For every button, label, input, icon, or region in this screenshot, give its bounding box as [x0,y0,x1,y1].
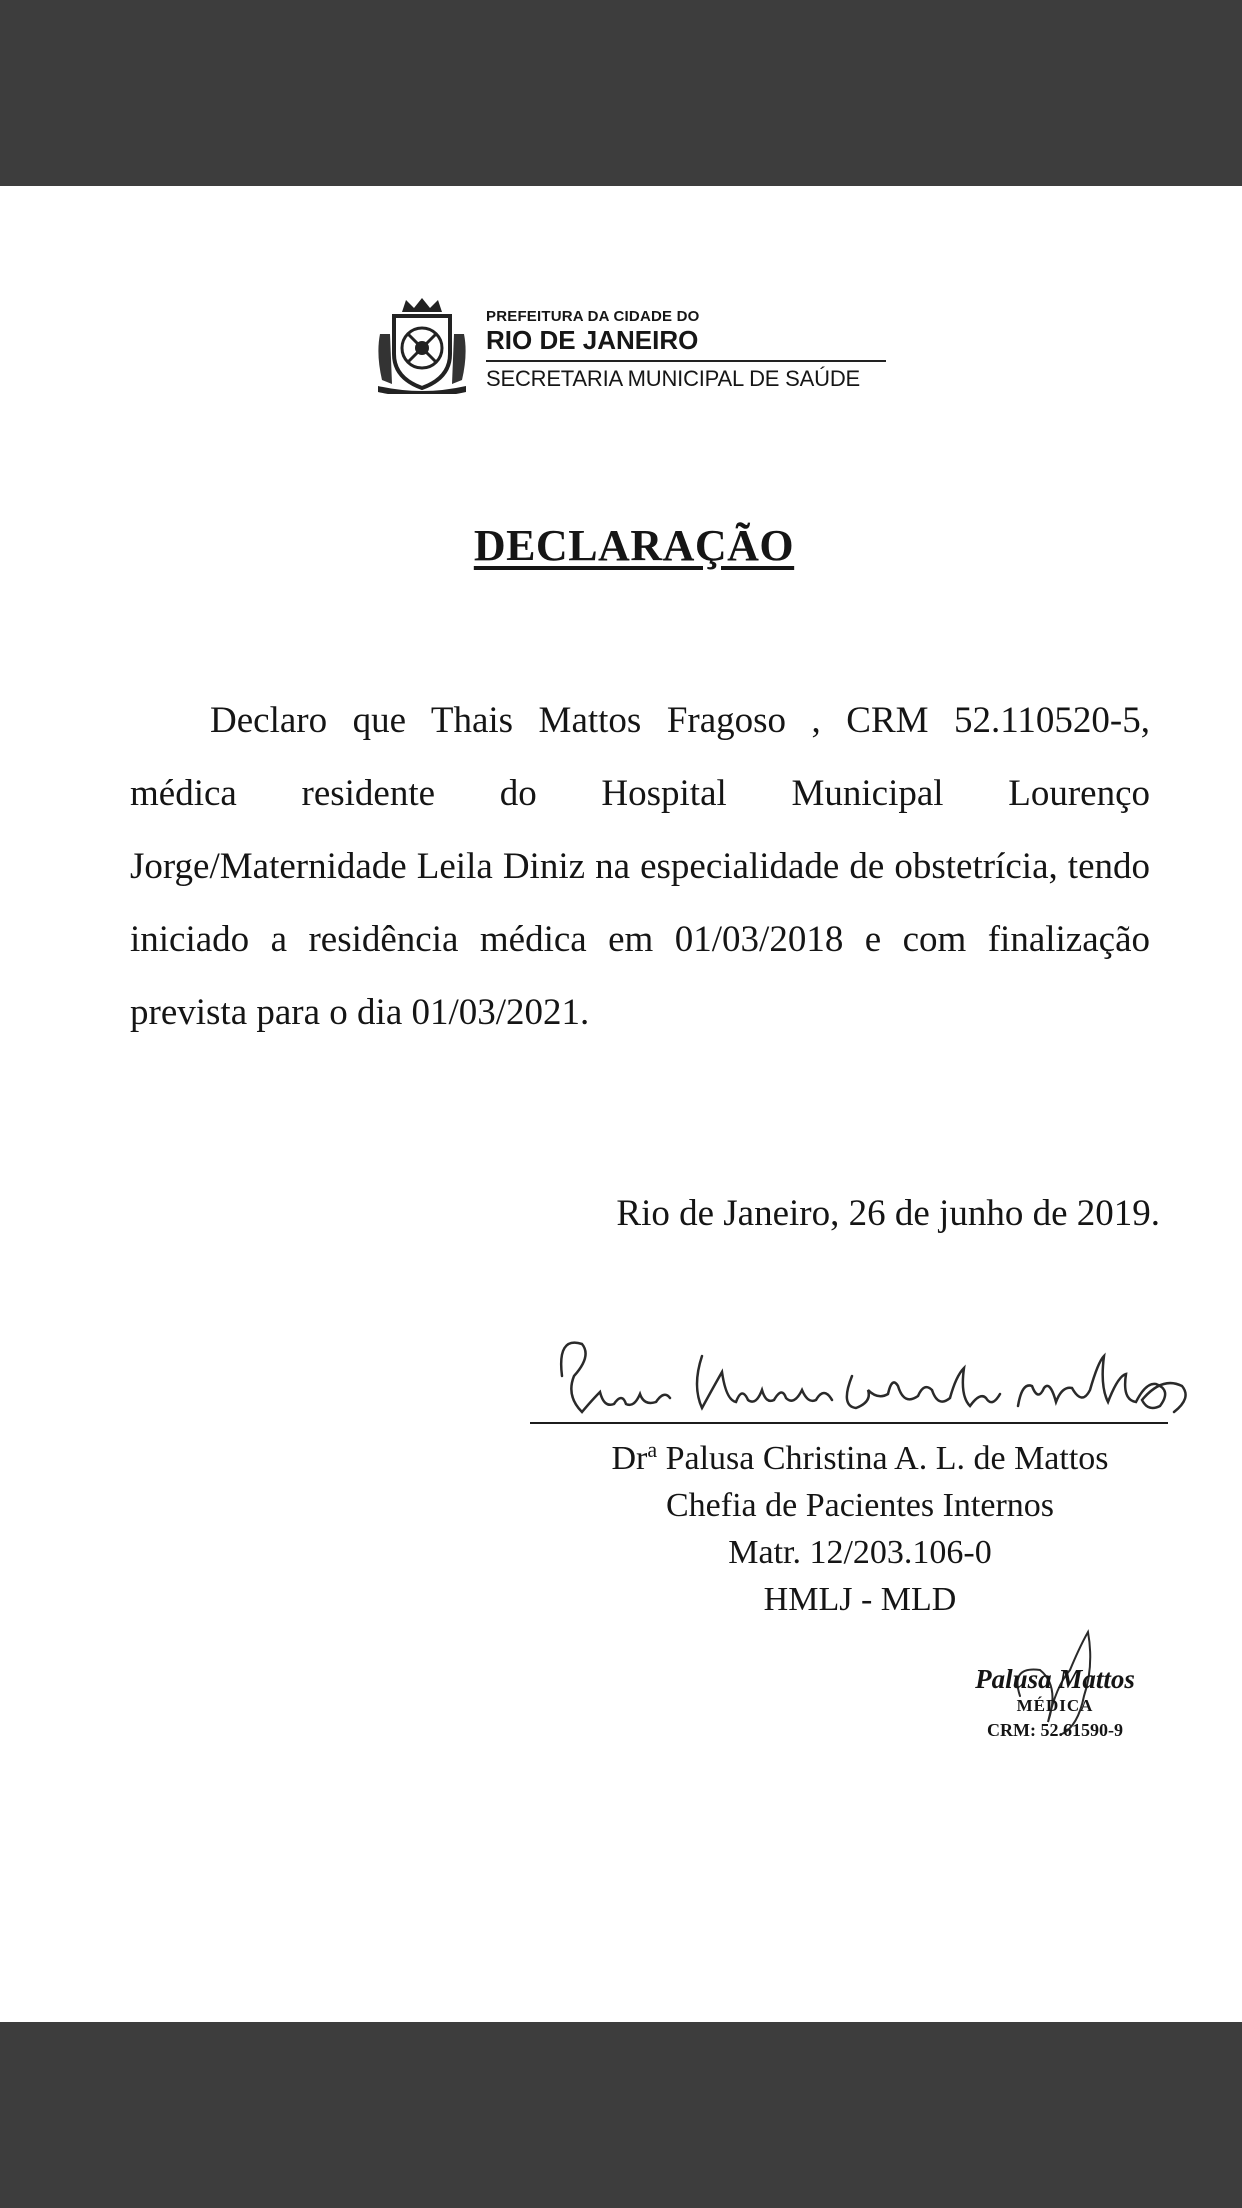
signer-title-suffix: a [647,1437,658,1462]
signer-registration: Matr. 12/203.106-0 [728,1534,992,1571]
signer-name-line [480,1426,1240,1482]
letterhead-prefeitura: PREFEITURA DA CIDADE DO [486,308,700,325]
signer-title-prefix: Dr [611,1440,648,1477]
letterhead-city: RIO DE JANEIRO [486,326,886,362]
doctor-stamp [960,1626,1160,1766]
letterhead-secretaria: SECRETARIA MUNICIPAL DE SAÚDE [486,366,860,391]
handwritten-signature [552,1316,1202,1426]
date-line: Rio de Janeiro, 26 de junho de 2019. [616,1193,1160,1234]
signer-role: Chefia de Pacientes Internos [665,1487,1055,1524]
signer-name: Palusa Christina A. L. de Mattos [665,1440,1109,1477]
declaration-body: Declaro que Thais Mattos Fragoso , CRM 52.110520-5, médica residente do Hospital Municipal Lourenço Jorge/Maternidade Leila Diniz na especialidade de obstetrícia, tendo iniciado a residência médica em 01/03/2018 e com finalização prevista para o dia 01/03/2021. [130,700,1150,1033]
signer-unit: HMLJ - MLD [763,1581,957,1618]
stamp-crm: CRM: 52.61590-9 [987,1720,1123,1740]
document-page [0,186,1242,2022]
stamp-name: Palusa Mattos [975,1664,1135,1694]
stamp-role: MÉDICA [1016,1696,1094,1715]
signature-line [530,1422,1168,1424]
bottom-bar [0,2022,1242,2208]
document-title: DECLARAÇÃO [473,521,795,570]
signer-block [480,1426,1240,1623]
letterhead [372,294,892,398]
top-bar [0,0,1242,186]
city-coat-of-arms-icon [372,294,472,394]
letterhead-text [486,308,896,394]
